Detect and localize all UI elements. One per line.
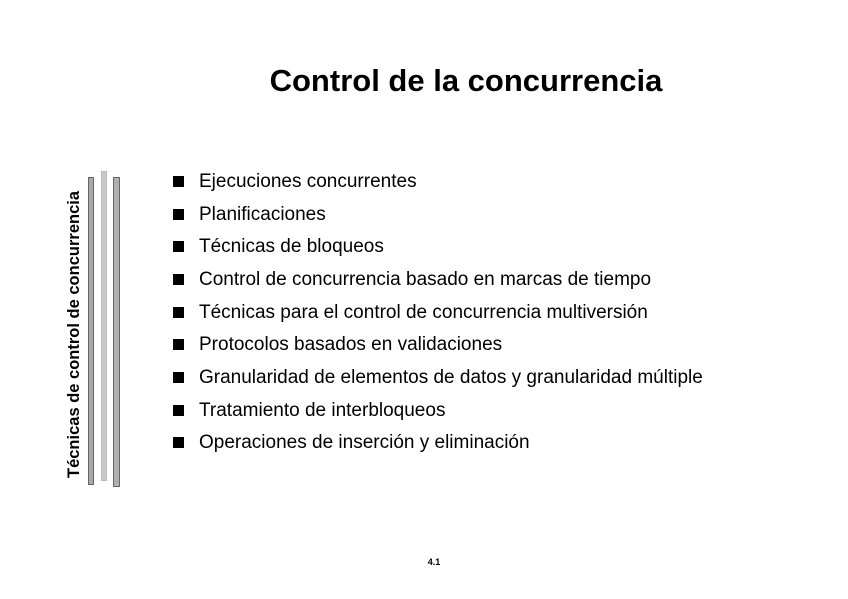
- topic-item: [173, 230, 703, 263]
- square-bullet-icon: [173, 437, 184, 448]
- topic-text: Técnicas de bloqueos: [199, 236, 384, 258]
- square-bullet-icon: [173, 241, 184, 252]
- square-bullet-icon: [173, 274, 184, 285]
- square-bullet-icon: [173, 339, 184, 350]
- decorative-bar-1: [88, 177, 94, 485]
- topic-item: [173, 361, 703, 394]
- square-bullet-icon: [173, 405, 184, 416]
- topic-list: [173, 165, 703, 459]
- decorative-bar-3: [113, 177, 120, 487]
- topic-item: [173, 328, 703, 361]
- topic-text: Ejecuciones concurrentes: [199, 170, 417, 192]
- topic-text: Granularidad de elementos de datos y granularidad múltiple: [199, 366, 703, 388]
- topic-item: [173, 296, 703, 329]
- page-number: 4.1: [427, 557, 441, 567]
- side-section-label: Técnicas de control de concurrencia: [65, 190, 83, 478]
- square-bullet-icon: [173, 176, 184, 187]
- topic-item: [173, 263, 703, 296]
- square-bullet-icon: [173, 307, 184, 318]
- topic-item: [173, 198, 703, 231]
- topic-text: Control de concurrencia basado en marcas de tiempo: [199, 268, 652, 290]
- topic-text: Planificaciones: [199, 203, 326, 225]
- topic-text: Tratamiento de interbloqueos: [199, 399, 446, 421]
- slide-title: Control de la concurrencia: [269, 63, 663, 98]
- square-bullet-icon: [173, 372, 184, 383]
- topic-item: [173, 427, 703, 460]
- square-bullet-icon: [173, 209, 184, 220]
- topic-text: Operaciones de inserción y eliminación: [199, 432, 530, 454]
- topic-item: [173, 394, 703, 427]
- decorative-bar-2: [101, 171, 107, 481]
- topic-item: [173, 165, 703, 198]
- topic-text: Técnicas para el control de concurrencia multiversión: [199, 301, 648, 323]
- topic-text: Protocolos basados en validaciones: [199, 334, 503, 356]
